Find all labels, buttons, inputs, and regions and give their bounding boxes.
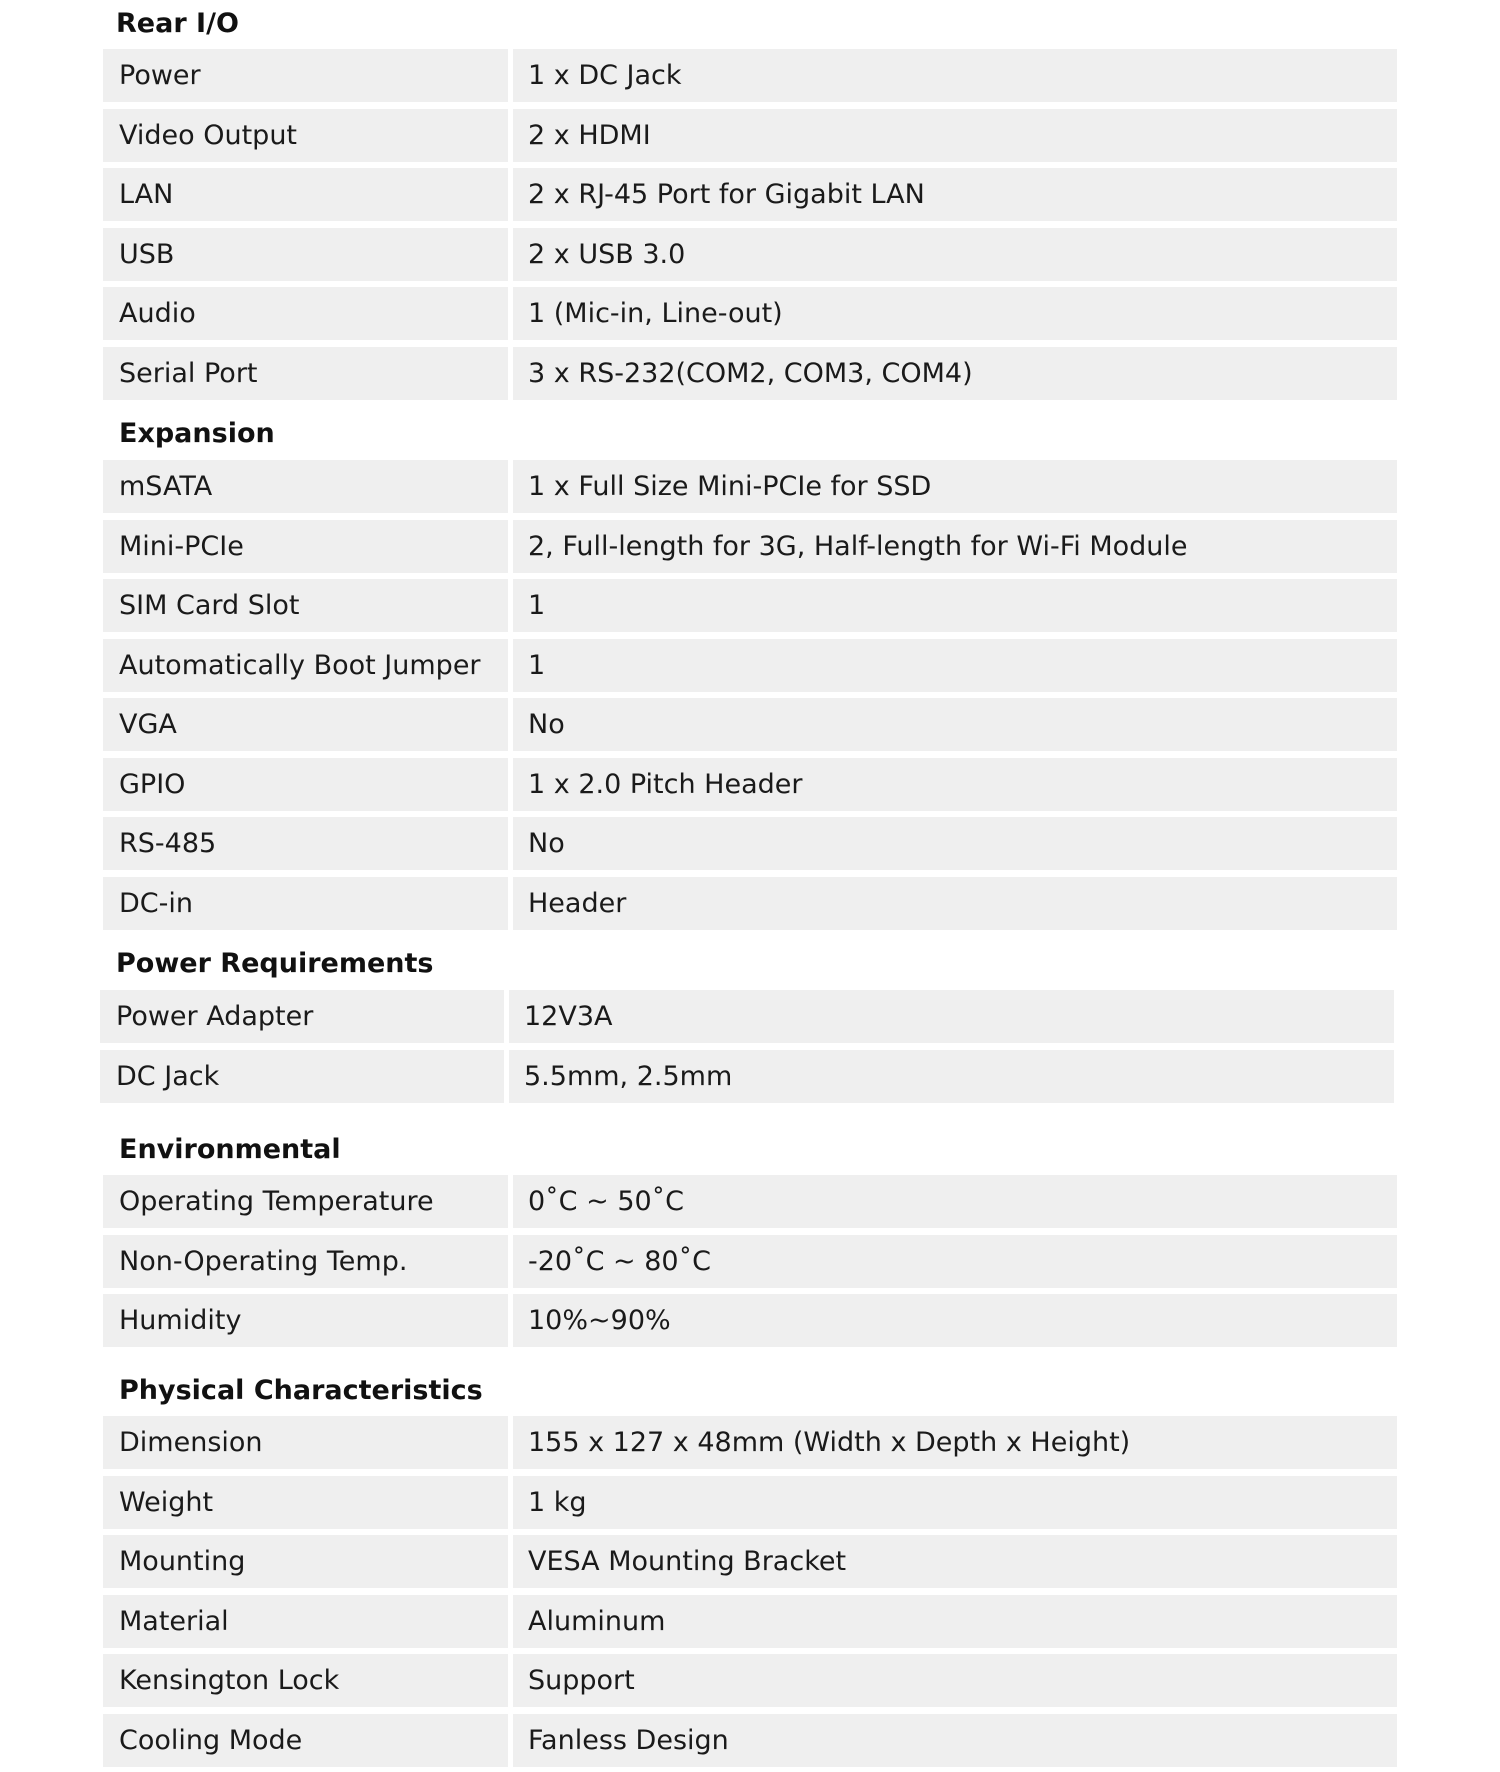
spec-row-lan (0, 168, 1500, 221)
spec-row-video-output (0, 109, 1500, 162)
spec-row-material (0, 1595, 1500, 1648)
spec-label: SIM Card Slot (103, 579, 508, 632)
spec-label: Dimension (103, 1416, 508, 1469)
spec-value: Header (513, 877, 1397, 930)
section-title: Physical Characteristics (119, 1375, 483, 1406)
spec-label: mSATA (103, 460, 508, 513)
spec-row-automatically-boot-jumper (0, 639, 1500, 692)
spec-label: Kensington Lock (103, 1654, 508, 1707)
spec-value: 1 (513, 639, 1397, 692)
spec-value: No (513, 698, 1397, 751)
spec-value: 1 x Full Size Mini-PCIe for SSD (513, 460, 1397, 513)
spec-value: VESA Mounting Bracket (513, 1535, 1397, 1588)
spec-row-usb (0, 228, 1500, 281)
spec-value: 2 x RJ-45 Port for Gigabit LAN (513, 168, 1397, 221)
spec-label: VGA (103, 698, 508, 751)
spec-label: Cooling Mode (103, 1714, 508, 1767)
spec-label: Weight (103, 1476, 508, 1529)
spec-row-dc-in (0, 877, 1500, 930)
spec-row-serial-port (0, 347, 1500, 400)
spec-value: 0˚C ~ 50˚C (513, 1175, 1397, 1228)
spec-label: Video Output (103, 109, 508, 162)
spec-row-dimension (0, 1416, 1500, 1469)
section-title: Power Requirements (116, 948, 434, 979)
spec-value: No (513, 817, 1397, 870)
spec-value: 1 x DC Jack (513, 49, 1397, 102)
spec-value: 2 x USB 3.0 (513, 228, 1397, 281)
section-title: Expansion (119, 418, 275, 449)
spec-label: Mounting (103, 1535, 508, 1588)
spec-row-humidity (0, 1294, 1500, 1347)
spec-value: Support (513, 1654, 1397, 1707)
spec-value: 1 x 2.0 Pitch Header (513, 758, 1397, 811)
spec-row-mounting (0, 1535, 1500, 1588)
spec-value: 5.5mm, 2.5mm (509, 1050, 1394, 1103)
spec-value: Fanless Design (513, 1714, 1397, 1767)
spec-row-operating-temperature (0, 1175, 1500, 1228)
section-title: Environmental (119, 1134, 341, 1165)
spec-row-gpio (0, 758, 1500, 811)
spec-value: 1 kg (513, 1476, 1397, 1529)
spec-label: Operating Temperature (103, 1175, 508, 1228)
spec-row-audio (0, 287, 1500, 340)
spec-row-non-operating-temp (0, 1235, 1500, 1288)
spec-row-msata (0, 460, 1500, 513)
spec-label: Automatically Boot Jumper (103, 639, 508, 692)
spec-label: Serial Port (103, 347, 508, 400)
spec-row-weight (0, 1476, 1500, 1529)
spec-row-rs-485 (0, 817, 1500, 870)
spec-label: Power (103, 49, 508, 102)
spec-value: 1 (513, 579, 1397, 632)
spec-label: USB (103, 228, 508, 281)
spec-row-power-adapter (0, 990, 1500, 1043)
spec-row-dc-jack (0, 1050, 1500, 1103)
spec-value: 155 x 127 x 48mm (Width x Depth x Height) (513, 1416, 1397, 1469)
spec-row-cooling-mode (0, 1714, 1500, 1767)
spec-label: Mini-PCIe (103, 520, 508, 573)
spec-label: Audio (103, 287, 508, 340)
spec-label: Non-Operating Temp. (103, 1235, 508, 1288)
spec-label: Power Adapter (100, 990, 504, 1043)
spec-row-kensington-lock (0, 1654, 1500, 1707)
spec-label: DC-in (103, 877, 508, 930)
spec-row-mini-pcie (0, 520, 1500, 573)
spec-row-sim-card-slot (0, 579, 1500, 632)
spec-value: -20˚C ~ 80˚C (513, 1235, 1397, 1288)
spec-value: 10%~90% (513, 1294, 1397, 1347)
spec-label: LAN (103, 168, 508, 221)
spec-row-power (0, 49, 1500, 102)
spec-value: Aluminum (513, 1595, 1397, 1648)
spec-label: DC Jack (100, 1050, 504, 1103)
spec-value: 3 x RS-232(COM2, COM3, COM4) (513, 347, 1397, 400)
spec-label: GPIO (103, 758, 508, 811)
spec-row-vga (0, 698, 1500, 751)
spec-value: 12V3A (509, 990, 1394, 1043)
section-title: Rear I/O (116, 8, 239, 39)
spec-value: 1 (Mic-in, Line-out) (513, 287, 1397, 340)
spec-label: RS-485 (103, 817, 508, 870)
spec-value: 2 x HDMI (513, 109, 1397, 162)
spec-value: 2, Full-length for 3G, Half-length for Wi-Fi Module (513, 520, 1397, 573)
spec-label: Material (103, 1595, 508, 1648)
spec-label: Humidity (103, 1294, 508, 1347)
